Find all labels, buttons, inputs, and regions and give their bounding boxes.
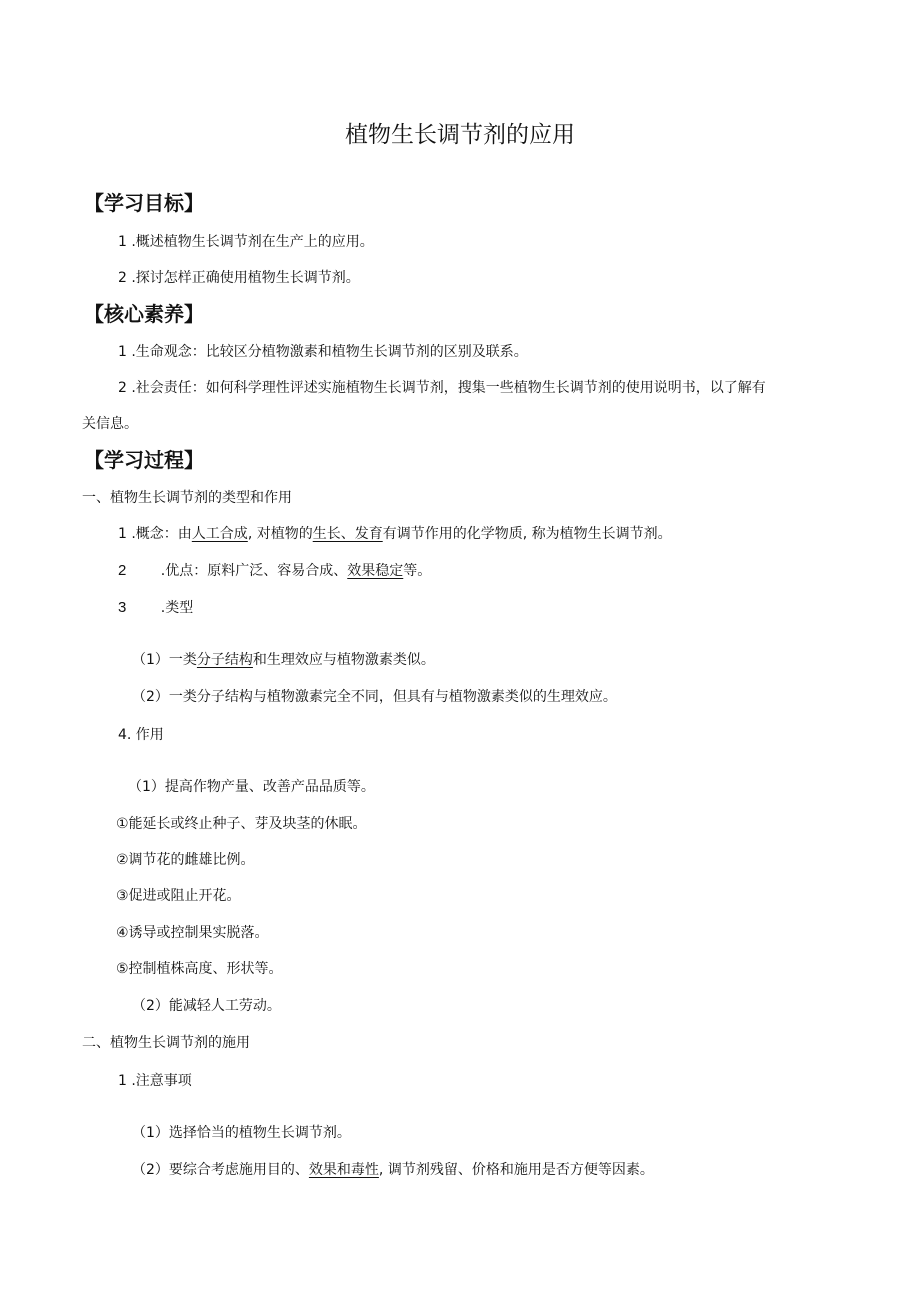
effect-list-item-2: ②调节花的雌雄比例。 <box>116 852 255 868</box>
type-1-prefix: （1）一类 <box>132 652 197 668</box>
concept-mid: , 对植物的 <box>247 526 313 542</box>
types-line <box>118 598 193 618</box>
advantage-prefix: .优点：原料广泛、容易合成、 <box>160 563 348 579</box>
advantage-line <box>118 561 431 581</box>
type-1-underline: 分子结构 <box>196 652 253 668</box>
types-number: 3 <box>118 599 127 616</box>
effect-list-item-5: ⑤控制植株高度、形状等。 <box>116 961 283 977</box>
type-1-suffix: 和生理效应与植物激素类似。 <box>252 652 435 668</box>
type-1-line <box>132 650 435 670</box>
advantage-underline: 效果稳定 <box>347 563 404 579</box>
goal-item-1: 1 .概述植物生长调节剂在生产上的应用。 <box>118 234 374 250</box>
page-title: 植物生长调节剂的应用 <box>345 122 575 148</box>
note-2-prefix: （2）要综合考虑施用目的、 <box>132 1162 309 1178</box>
heading-learning-process: 【学习过程】 <box>84 448 204 472</box>
note-2-underline: 效果和毒性 <box>308 1162 379 1178</box>
concept-prefix: 1 .概念：由 <box>118 526 192 542</box>
notes-label: 1 .注意事项 <box>118 1073 192 1089</box>
note-1: （1）选择恰当的植物生长调节剂。 <box>132 1125 351 1141</box>
effects-label: 4. 作用 <box>118 727 164 743</box>
effect-list-item-1: ①能延长或终止种子、芽及块茎的休眠。 <box>116 816 367 832</box>
effect-1: （1）提高作物产量、改善产品品质等。 <box>128 779 375 795</box>
literacy-item-2-line-1: 2 .社会责任：如何科学理性评述实施植物生长调节剂，搜集一些植物生长调节剂的使用说明书，以了解有 <box>118 380 766 396</box>
part1-title: 一、植物生长调节剂的类型和作用 <box>82 490 292 506</box>
goal-item-2: 2 .探讨怎样正确使用植物生长调节剂。 <box>118 270 360 286</box>
literacy-item-2-line-2: 关信息。 <box>82 416 138 432</box>
advantage-suffix: 等。 <box>403 563 432 579</box>
types-label: .类型 <box>160 600 194 616</box>
concept-underline-1: 人工合成 <box>191 526 248 542</box>
concept-line <box>118 524 672 544</box>
concept-suffix: 有调节作用的化学物质, 称为植物生长调节剂。 <box>382 526 672 542</box>
effect-list-item-3: ③促进或阻止开花。 <box>116 888 241 904</box>
note-2-line <box>132 1160 654 1180</box>
effect-2: （2）能减轻人工劳动。 <box>132 998 281 1014</box>
note-2-suffix: , 调节剂残留、价格和施用是否方便等因素。 <box>378 1162 654 1178</box>
type-2-line: （2）一类分子结构与植物激素完全不同，但具有与植物激素类似的生理效应。 <box>132 689 617 705</box>
heading-learning-goals: 【学习目标】 <box>84 191 204 215</box>
literacy-item-1: 1 .生命观念：比较区分植物激素和植物生长调节剂的区别及联系。 <box>118 344 528 360</box>
heading-core-literacy: 【核心素养】 <box>84 302 204 326</box>
part2-title: 二、植物生长调节剂的施用 <box>82 1035 250 1051</box>
effect-list-item-4: ④诱导或控制果实脱落。 <box>116 925 269 941</box>
concept-underline-2: 生长、发育 <box>312 526 383 542</box>
advantage-number: 2 <box>118 562 127 579</box>
